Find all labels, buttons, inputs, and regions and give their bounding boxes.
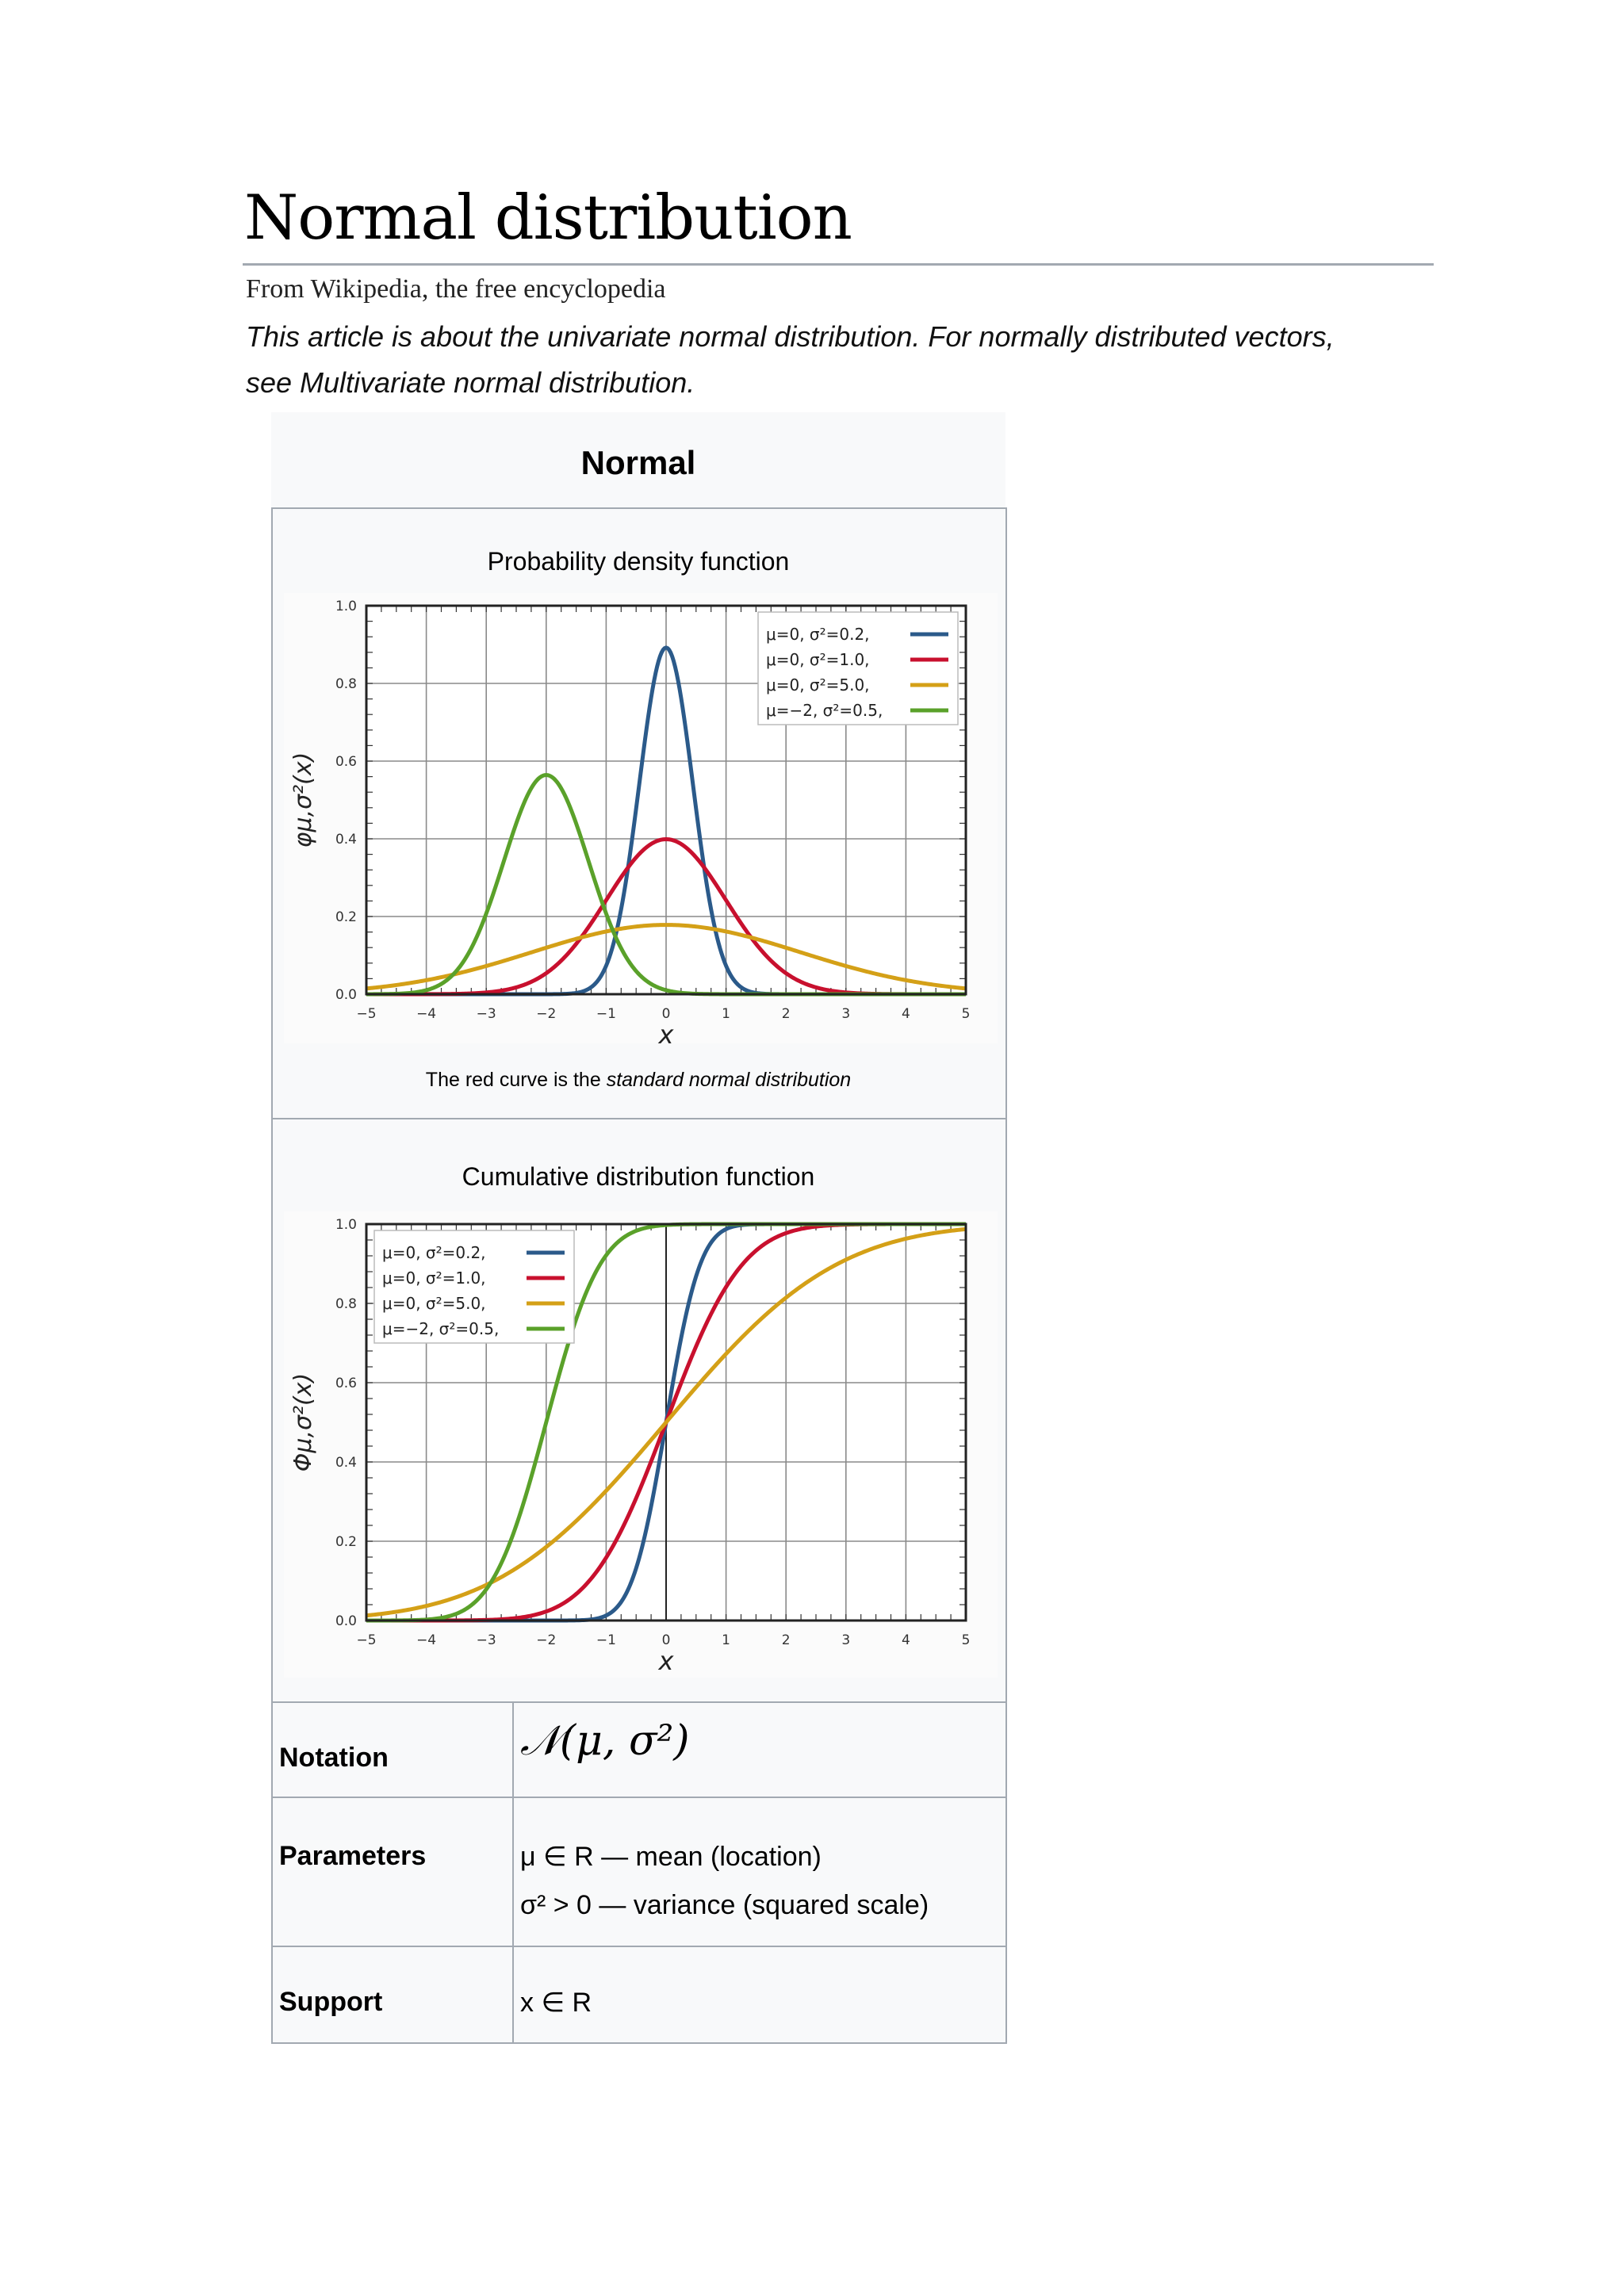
notation-label: Notation (279, 1743, 389, 1773)
infobox-divider (271, 1701, 1005, 1703)
legend-label: μ=0, σ²=0.2, (766, 625, 870, 644)
pdf-caption: Probability density function (487, 547, 790, 576)
pdf-chart[interactable] (284, 593, 998, 1043)
x-tick-label: 2 (781, 1006, 791, 1022)
legend-label: μ=−2, σ²=0.5, (766, 701, 883, 720)
x-tick-label: 3 (841, 1632, 851, 1648)
x-tick-label: 0 (661, 1632, 671, 1648)
parameter-variance: σ² > 0 — variance (squared scale) (520, 1890, 929, 1920)
y-tick-label: 0.0 (335, 1613, 357, 1629)
infobox-column-divider (512, 1701, 514, 2042)
y-tick-label: 0.6 (335, 754, 357, 770)
x-axis-label: x (658, 1020, 674, 1043)
x-tick-label: −1 (596, 1632, 616, 1648)
y-tick-label: 0.8 (335, 1296, 357, 1312)
x-tick-label: 1 (722, 1632, 731, 1648)
y-tick-label: 0.0 (335, 987, 357, 1003)
x-tick-label: 3 (841, 1006, 851, 1022)
hatnote-line-2[interactable]: see Multivariate normal distribution. (246, 366, 695, 399)
parameters-label: Parameters (279, 1841, 427, 1871)
x-tick-label: 1 (722, 1006, 731, 1022)
pdf-note-link[interactable]: standard normal distribution (606, 1069, 852, 1091)
x-tick-label: 4 (901, 1006, 910, 1022)
infobox-divider (271, 1797, 1005, 1798)
y-tick-label: 0.8 (335, 676, 357, 692)
x-tick-label: −4 (416, 1632, 437, 1648)
y-tick-label: 0.4 (335, 1455, 357, 1471)
y-tick-label: 0.2 (335, 1534, 357, 1550)
legend-label: μ=−2, σ²=0.5, (382, 1319, 500, 1338)
x-tick-label: −5 (356, 1632, 377, 1648)
y-tick-label: 1.0 (335, 1217, 357, 1233)
x-tick-label: 5 (961, 1632, 971, 1648)
x-tick-label: 4 (901, 1632, 910, 1648)
title-divider (243, 263, 1434, 266)
y-tick-label: 0.6 (335, 1376, 357, 1391)
x-tick-label: −2 (536, 1632, 557, 1648)
parameter-mean: μ ∈ R — mean (location) (520, 1842, 822, 1872)
x-tick-label: −4 (416, 1006, 437, 1022)
legend-label: μ=0, σ²=1.0, (382, 1269, 486, 1288)
y-axis-label: Φμ,σ²(x) (289, 1372, 317, 1472)
notation-value: 𝒩(μ, σ²) (520, 1717, 690, 1765)
cdf-caption: Cumulative distribution function (462, 1162, 815, 1191)
legend-label: μ=0, σ²=1.0, (766, 650, 870, 669)
infobox-divider (271, 1946, 1005, 1947)
x-tick-label: −3 (476, 1006, 496, 1022)
support-value: x ∈ R (520, 1988, 592, 2018)
legend-label: μ=0, σ²=5.0, (766, 675, 870, 695)
pdf-note (271, 1069, 1005, 1092)
page-subtitle: From Wikipedia, the free encyclopedia (246, 274, 666, 304)
infobox-divider (271, 1118, 1005, 1119)
x-axis-label: x (658, 1646, 674, 1676)
infobox-title: Normal (580, 444, 696, 481)
x-tick-label: 0 (661, 1006, 671, 1022)
y-tick-label: 1.0 (335, 599, 357, 614)
x-tick-label: −2 (536, 1006, 557, 1022)
hatnote-line-1: This article is about the univariate normal distribution. For normally distributed vectors, (246, 320, 1335, 353)
page-title: Normal distribution (244, 182, 852, 254)
y-axis-label: φμ,σ²(x) (289, 752, 317, 848)
x-tick-label: 5 (961, 1006, 971, 1022)
legend-label: μ=0, σ²=0.2, (382, 1243, 486, 1262)
support-label: Support (279, 1987, 383, 2017)
y-tick-label: 0.2 (335, 909, 357, 925)
legend-label: μ=0, σ²=5.0, (382, 1294, 486, 1313)
x-tick-label: −3 (476, 1632, 496, 1648)
x-tick-label: −1 (596, 1006, 616, 1022)
pdf-note-prefix: The red curve is the (425, 1069, 607, 1091)
hatnote (246, 314, 1435, 406)
y-tick-label: 0.4 (335, 832, 357, 848)
cdf-chart[interactable] (284, 1211, 998, 1678)
x-tick-label: 2 (781, 1632, 791, 1648)
x-tick-label: −5 (356, 1006, 377, 1022)
